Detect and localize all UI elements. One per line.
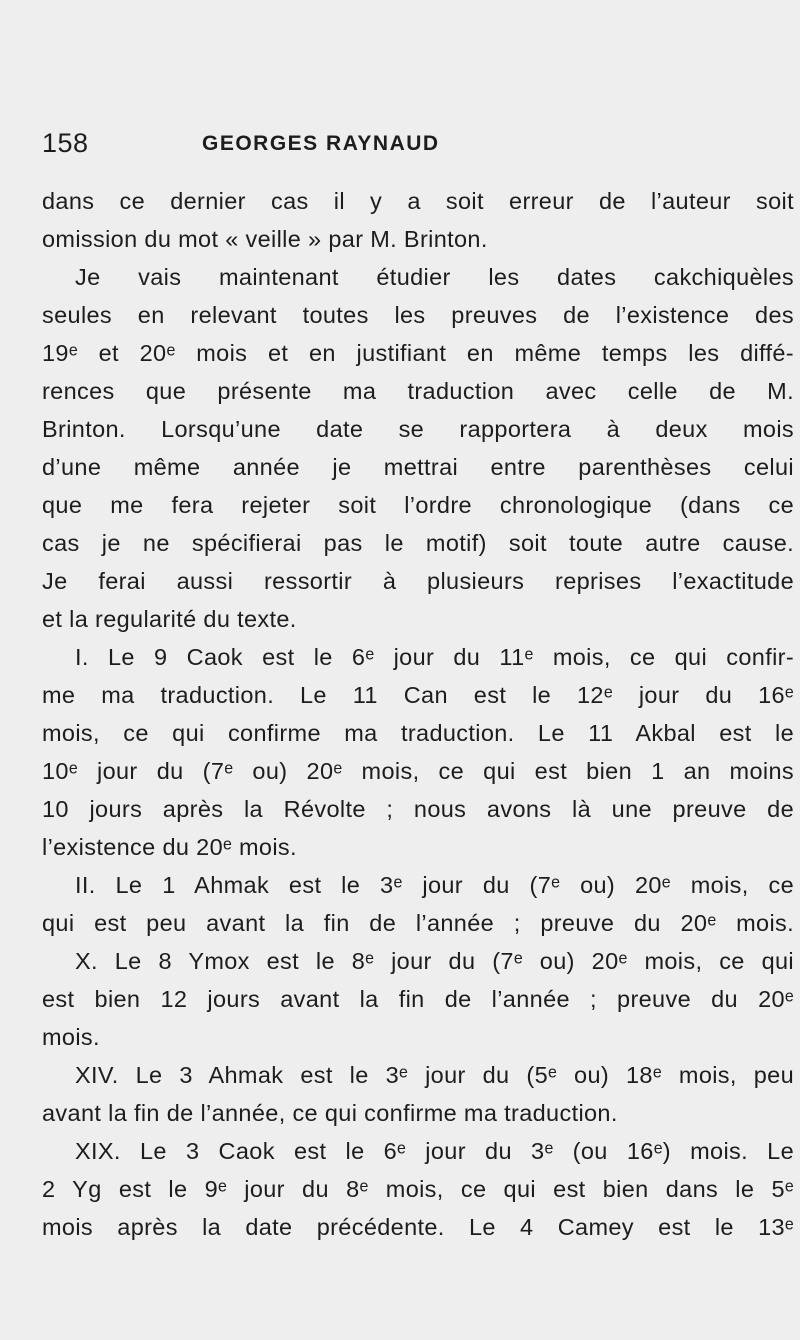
text-line: 19ᵉ et 20ᵉ mois et en justifiant en même temps les diffé- [42,340,794,366]
text-line: II. Le 1 Ahmak est le 3ᵉ jour du (7ᵉ ou) 20ᵉ mois, ce [75,872,794,898]
text-line: XIV. Le 3 Ahmak est le 3ᵉ jour du (5ᵉ ou) 18ᵉ mois, peu [75,1062,794,1088]
text-line: d’une même année je mettrai entre parenthèses celui [42,454,794,480]
body-text [42,182,794,1246]
text-line: 2 Yg est le 9ᵉ jour du 8ᵉ mois, ce qui est bien dans le 5ᵉ [42,1176,794,1202]
text-line: X. Le 8 Ymox est le 8ᵉ jour du (7ᵉ ou) 20ᵉ mois, ce qui [75,948,794,974]
running-head [42,128,778,162]
text-line: 10ᵉ jour du (7ᵉ ou) 20ᵉ mois, ce qui est bien 1 an moins [42,758,794,784]
text-line: I. Le 9 Caok est le 6ᵉ jour du 11ᵉ mois, ce qui confir- [75,644,794,670]
text-line: seules en relevant toutes les preuves de l’existence des [42,302,794,328]
text-line: omission du mot « veille » par M. Brinton. [42,226,488,252]
text-line: me ma traduction. Le 11 Can est le 12ᵉ jour du 16ᵉ [42,682,794,708]
text-line: qui est peu avant la fin de l’année ; preuve du 20ᵉ mois. [42,910,794,936]
text-line: et la regularité du texte. [42,606,297,632]
text-line: XIX. Le 3 Caok est le 6ᵉ jour du 3ᵉ (ou 16ᵉ) mois. Le [75,1138,794,1164]
text-line: mois, ce qui confirme ma traduction. Le 11 Akbal est le [42,720,794,746]
text-line: mois. [42,1024,100,1050]
text-line: Je ferai aussi ressortir à plusieurs reprises l’exactitude [42,568,794,594]
text-line: 10 jours après la Révolte ; nous avons là une preuve de [42,796,794,822]
text-line: rences que présente ma traduction avec celle de M. [42,378,794,404]
text-line: avant la fin de l’année, ce qui confirme ma traduction. [42,1100,618,1126]
text-line: Brinton. Lorsqu’une date se rapportera à deux mois [42,416,794,442]
text-line: que me fera rejeter soit l’ordre chronologique (dans ce [42,492,794,518]
page-number: 158 [42,128,89,158]
text-line: Je vais maintenant étudier les dates cakchiquèles [75,264,794,290]
running-title: GEORGES RAYNAUD [202,132,440,155]
text-line: est bien 12 jours avant la fin de l’année ; preuve du 20ᵉ [42,986,794,1012]
text-line: mois après la date précédente. Le 4 Camey est le 13ᵉ [42,1214,794,1240]
text-line: dans ce dernier cas il y a soit erreur de l’auteur soit [42,188,794,214]
text-line: cas je ne spécifierai pas le motif) soit toute autre cause. [42,530,794,556]
text-line: l’existence du 20ᵉ mois. [42,834,297,860]
